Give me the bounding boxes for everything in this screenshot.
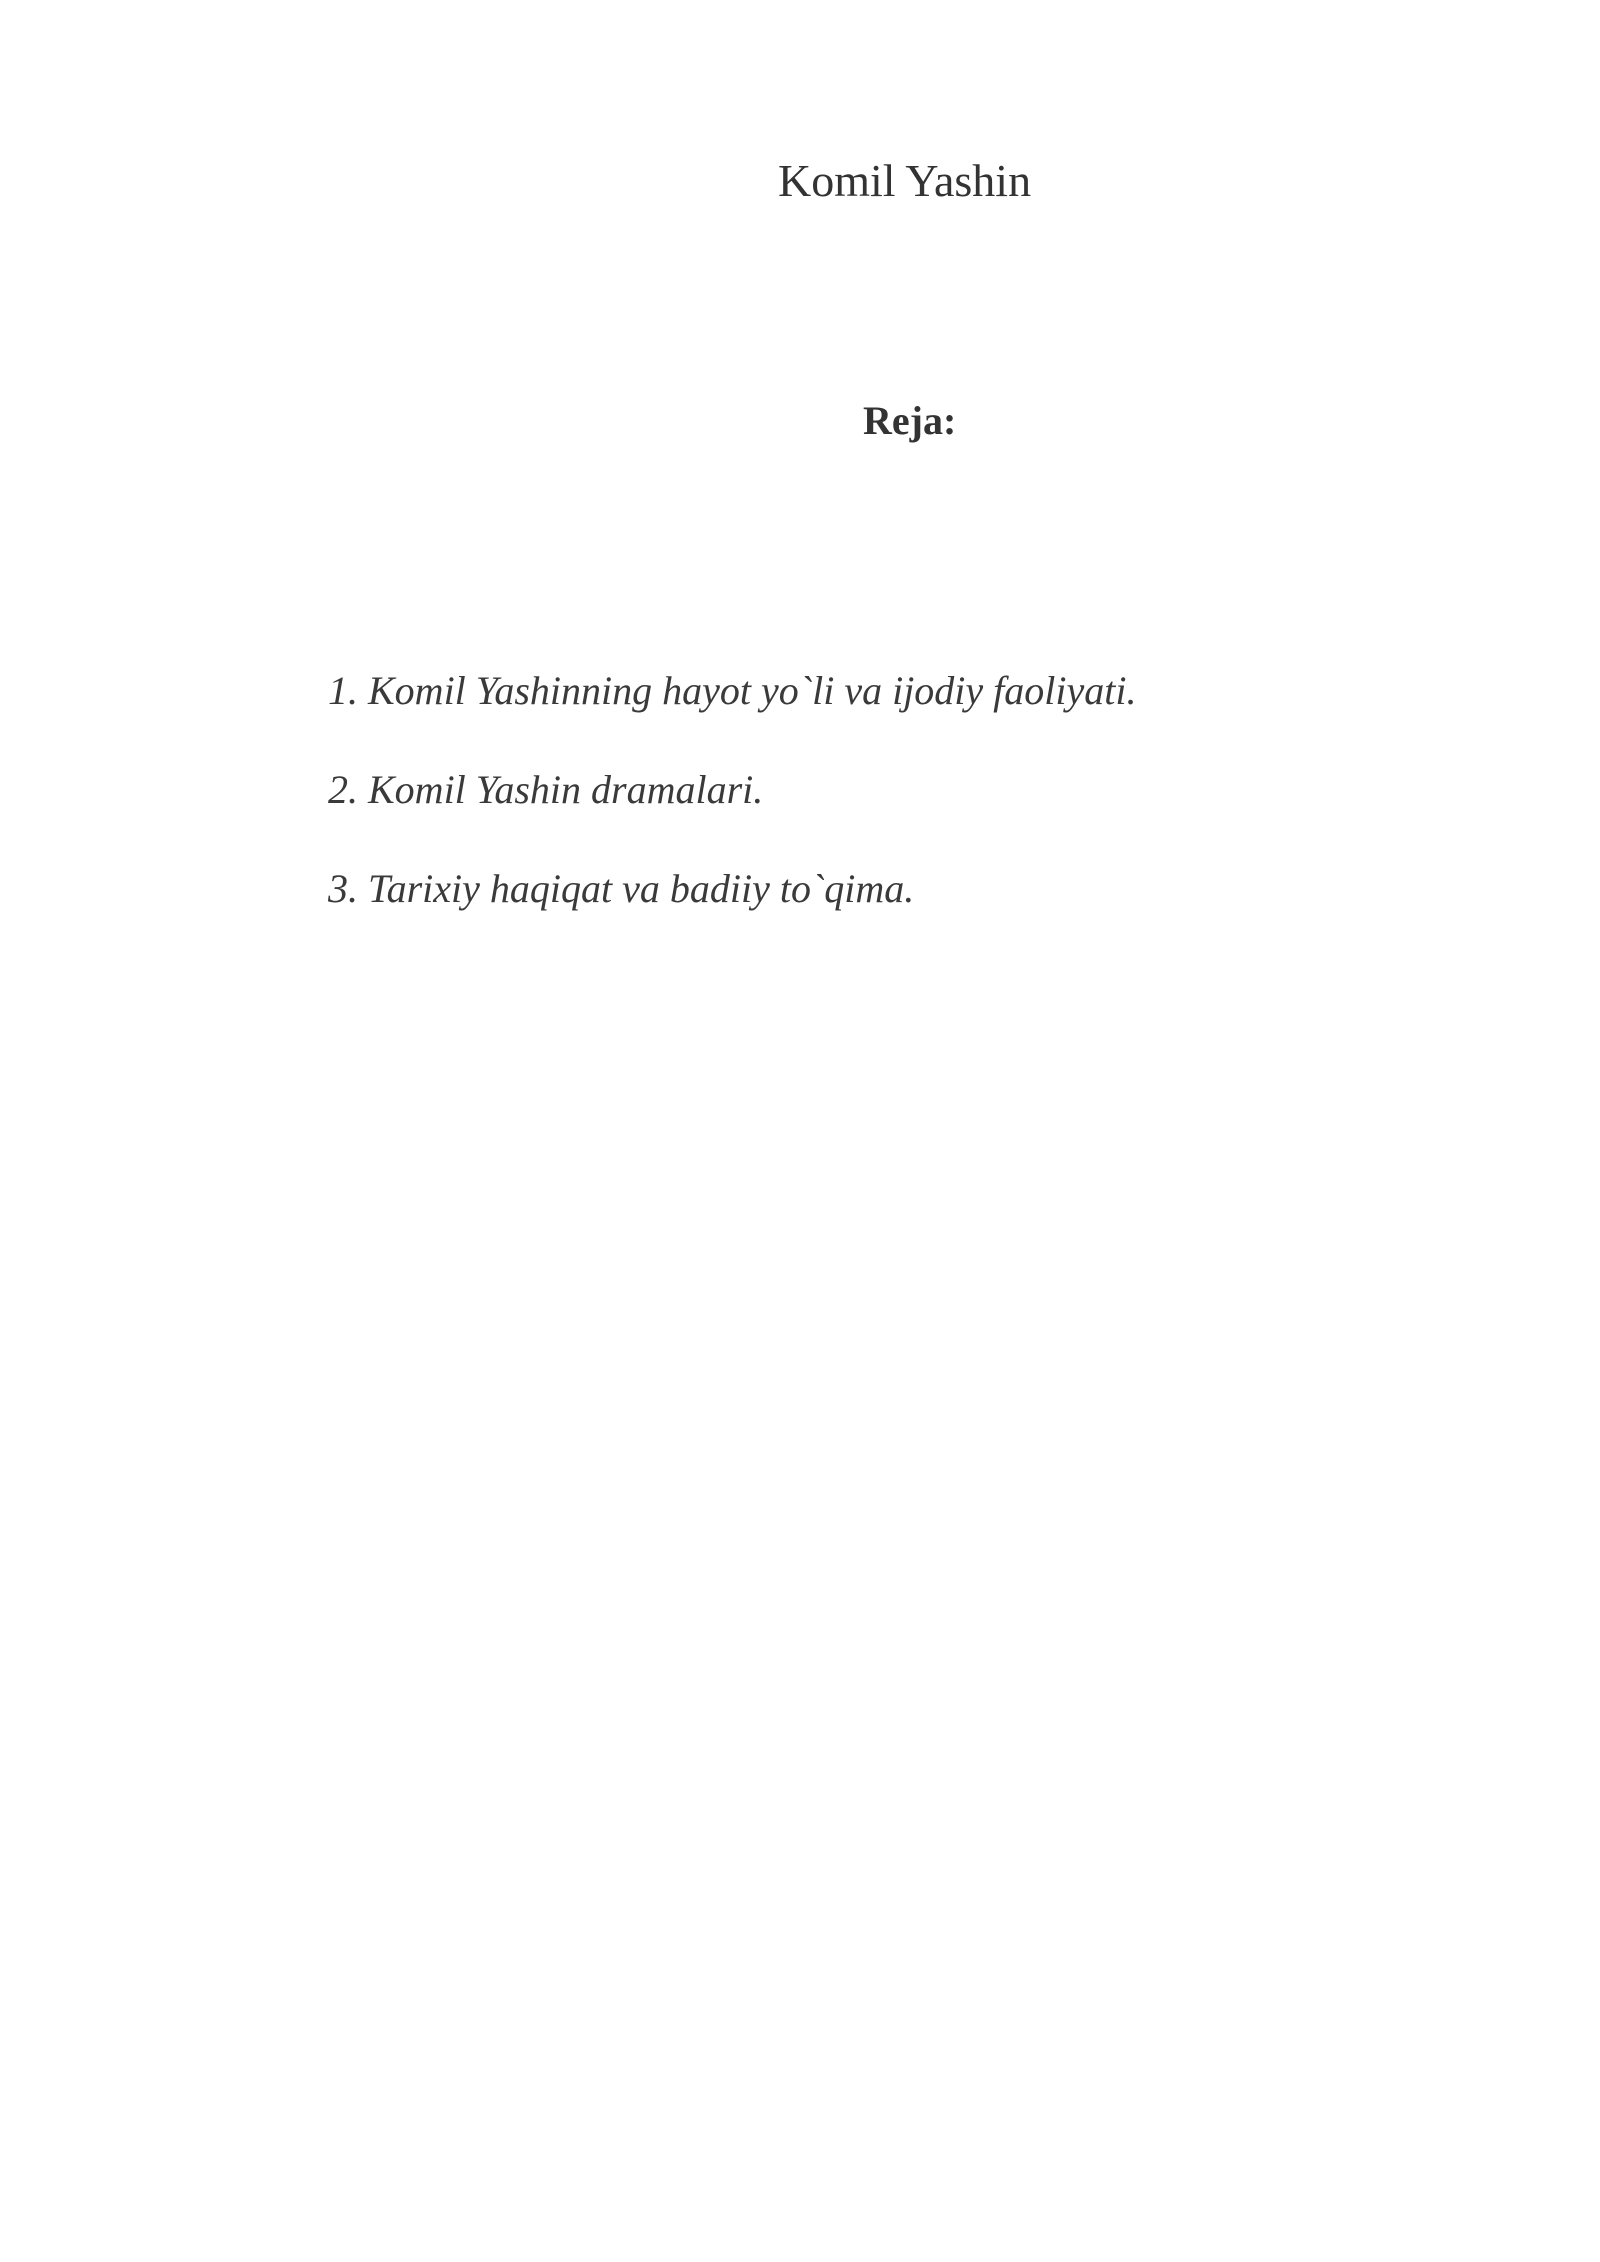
plan-list xyxy=(328,665,1137,962)
document-title: Komil Yashin xyxy=(778,155,1032,206)
plan-item-2: 2. Komil Yashin dramalari. xyxy=(328,767,764,812)
plan-item-3: 3. Tarixiy haqiqat va badiiy to`qima. xyxy=(328,866,915,911)
plan-heading: Reja: xyxy=(863,398,957,443)
plan-item-1: 1. Komil Yashinning hayot yo`li va ijodiy faoliyati. xyxy=(328,668,1137,713)
